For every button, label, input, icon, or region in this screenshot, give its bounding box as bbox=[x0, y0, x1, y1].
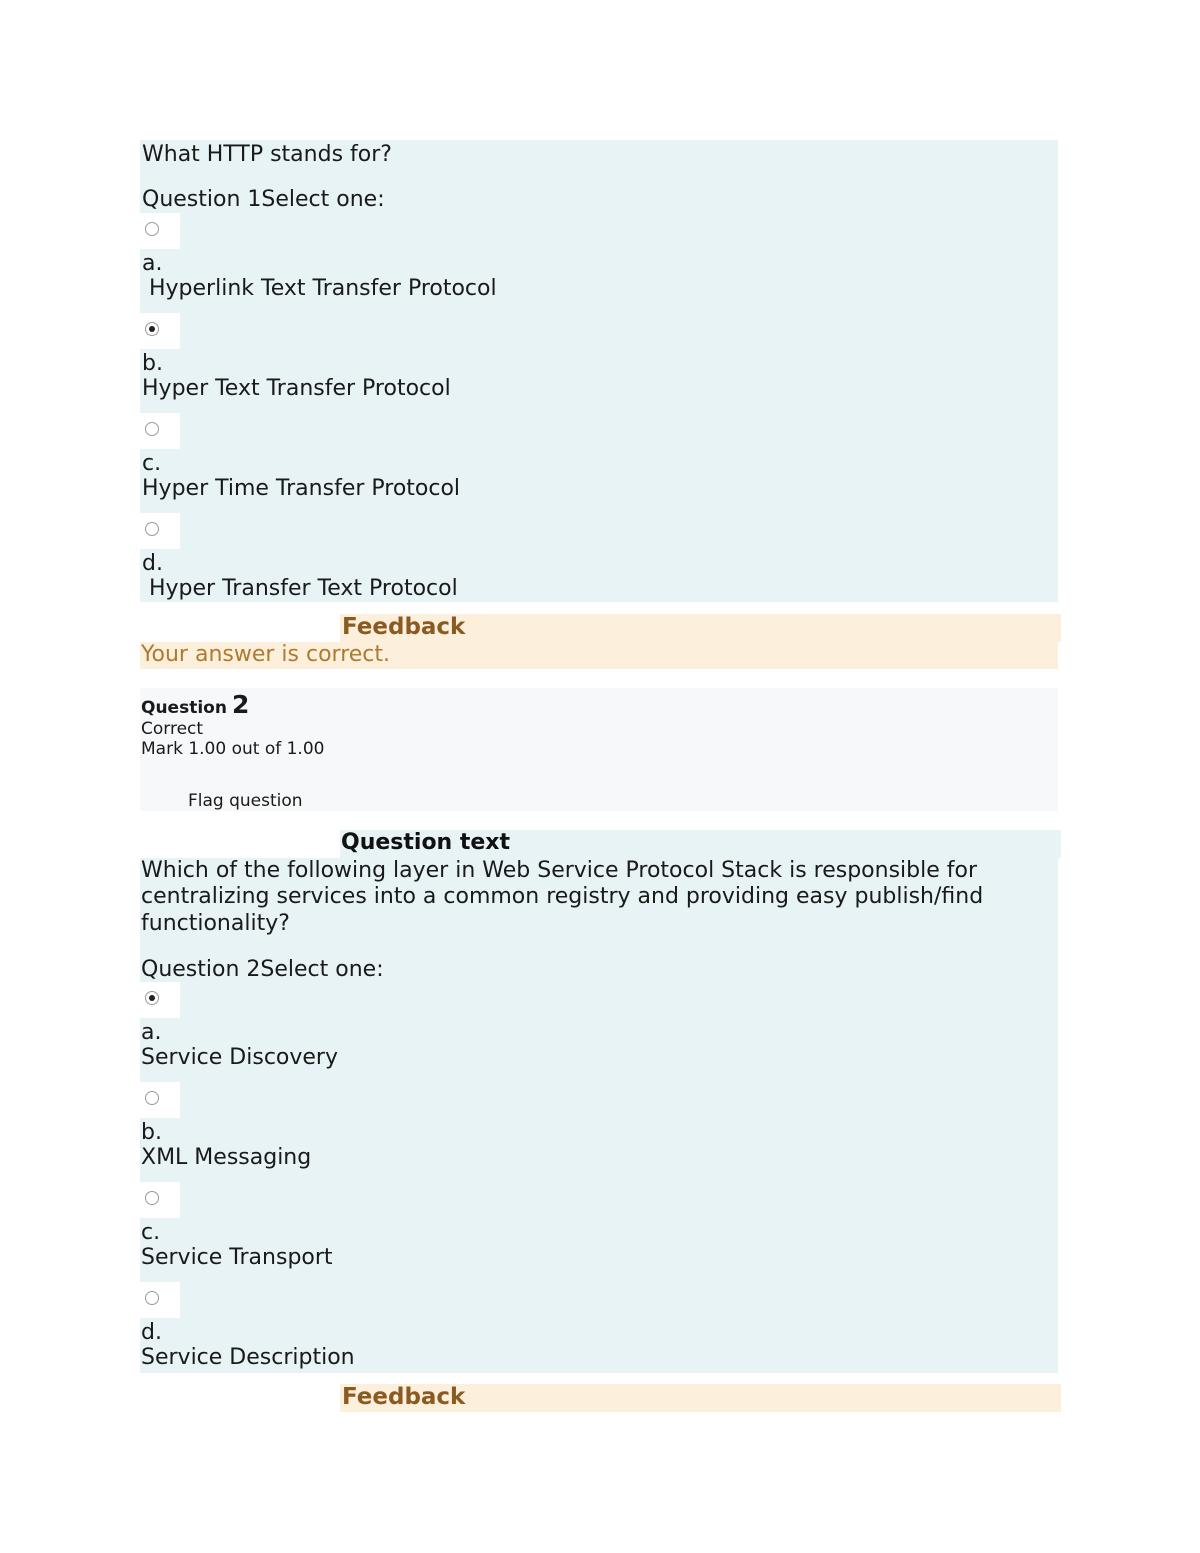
q2-question-text-title: Question text bbox=[341, 830, 511, 855]
q1-option-d-text[interactable]: Hyper Transfer Text Protocol bbox=[142, 576, 458, 601]
q1-feedback-title: Feedback bbox=[342, 614, 466, 640]
q1-option-b-radio[interactable] bbox=[145, 322, 159, 336]
q1-option-b-text[interactable]: Hyper Text Transfer Protocol bbox=[142, 376, 451, 401]
q2-option-d-text[interactable]: Service Description bbox=[141, 1345, 355, 1370]
q2-prompt-line1: Which of the following layer in Web Service Protocol Stack is responsible for bbox=[141, 858, 977, 883]
q2-question-text-header bbox=[340, 830, 1061, 858]
q2-feedback-title: Feedback bbox=[342, 1384, 466, 1410]
q2-option-d-letter: d. bbox=[141, 1320, 162, 1345]
q1-option-c-text[interactable]: Hyper Time Transfer Protocol bbox=[142, 476, 461, 501]
q2-option-c-letter: c. bbox=[141, 1220, 161, 1245]
q1-option-b-letter: b. bbox=[142, 351, 163, 376]
q2-option-a-radio-box[interactable] bbox=[140, 982, 180, 1018]
q1-feedback-text: Your answer is correct. bbox=[141, 642, 391, 667]
q2-heading bbox=[141, 690, 249, 719]
q2-option-b-letter: b. bbox=[141, 1120, 162, 1145]
q1-option-a-radio-box[interactable] bbox=[140, 213, 180, 249]
question1-panel bbox=[140, 140, 1058, 602]
q2-feedback-header bbox=[340, 1384, 1061, 1412]
q2-option-a-text[interactable]: Service Discovery bbox=[141, 1045, 338, 1070]
q1-option-c-letter: c. bbox=[142, 451, 162, 476]
q2-option-a-letter: a. bbox=[141, 1020, 162, 1045]
q1-option-d-letter: d. bbox=[142, 551, 163, 576]
q2-state: Correct bbox=[141, 719, 204, 739]
q2-option-c-text[interactable]: Service Transport bbox=[141, 1245, 333, 1270]
q1-option-c-radio[interactable] bbox=[145, 422, 159, 436]
q2-heading-number: 2 bbox=[232, 690, 250, 719]
q2-option-b-text[interactable]: XML Messaging bbox=[141, 1145, 312, 1170]
q2-option-a-radio[interactable] bbox=[145, 991, 159, 1005]
q1-option-a-radio[interactable] bbox=[145, 222, 159, 236]
q1-feedback-header bbox=[340, 614, 1061, 642]
q2-prompt-line3: functionality? bbox=[141, 911, 290, 936]
q1-option-c-radio-box[interactable] bbox=[140, 413, 180, 449]
q2-select-label: Question 2Select one: bbox=[141, 957, 384, 982]
q2-option-b-radio[interactable] bbox=[145, 1091, 159, 1105]
q2-flag-question[interactable]: Flag question bbox=[188, 791, 303, 811]
q2-prompt-line2: centralizing services into a common registry and providing easy publish/find bbox=[141, 884, 984, 909]
question1-select-label: Question 1Select one: bbox=[142, 187, 385, 212]
q2-option-c-radio[interactable] bbox=[145, 1191, 159, 1205]
question2-panel bbox=[140, 858, 1058, 1373]
q2-heading-label: Question bbox=[141, 698, 227, 718]
q1-option-a-letter: a. bbox=[142, 251, 163, 276]
q2-option-d-radio-box[interactable] bbox=[140, 1282, 180, 1318]
q2-option-c-radio-box[interactable] bbox=[140, 1182, 180, 1218]
q1-option-d-radio-box[interactable] bbox=[140, 513, 180, 549]
question2-info-panel bbox=[140, 688, 1058, 811]
q1-option-a-text[interactable]: Hyperlink Text Transfer Protocol bbox=[142, 276, 497, 301]
q1-feedback-body bbox=[140, 642, 1058, 669]
q2-option-b-radio-box[interactable] bbox=[140, 1082, 180, 1118]
q2-mark: Mark 1.00 out of 1.00 bbox=[141, 739, 325, 759]
question1-prompt: What HTTP stands for? bbox=[142, 142, 392, 167]
q2-option-d-radio[interactable] bbox=[145, 1291, 159, 1305]
q1-option-d-radio[interactable] bbox=[145, 522, 159, 536]
q1-option-b-radio-box[interactable] bbox=[140, 313, 180, 349]
